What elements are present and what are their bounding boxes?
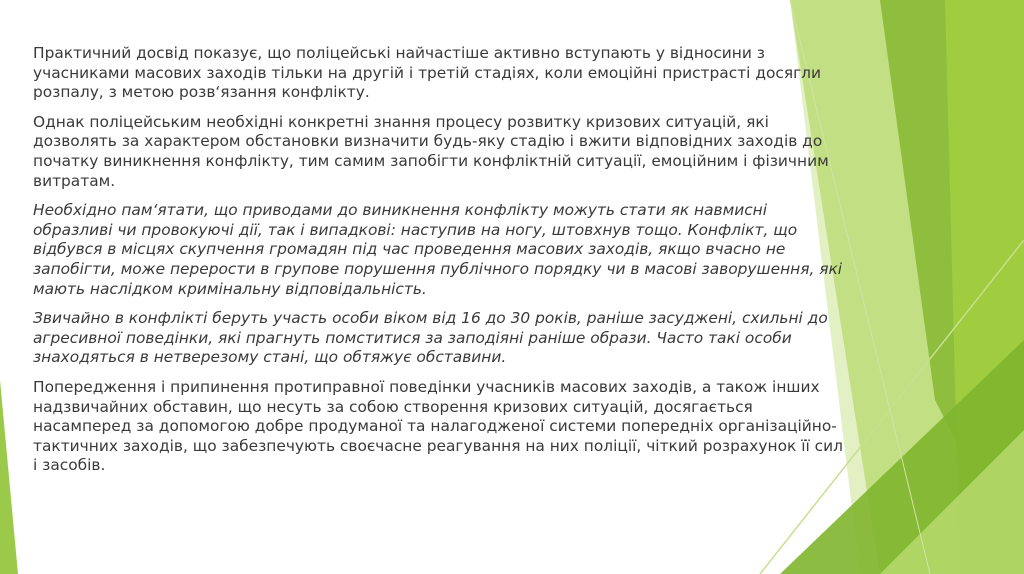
- paragraph-1: Практичний досвід показує, що поліцейські найчастіше активно вступають у відносини з учасниками масових заходів тільки на другій і третій стадіях, коли емоційні пристрасті досягли розпалу, з метою розв‘язання конфлікту.: [33, 44, 822, 102]
- paragraph-4: Звичайно в конфлікті беруть участь особи віком від 16 до 30 років, раніше засуджені, схильні до агресивної поведінки, які прагнуть помститися за заподіяні раніше образи. Часто такі особи знаходяться в нетверезому стані, що обтяжує обставини.: [33, 309, 828, 367]
- slide-body: [33, 44, 843, 486]
- left-edge-triangle: [0, 380, 18, 574]
- paragraph-5: Попередження і припинення протиправної поведінки учасників масових заходів, а також інших надзвичайних обставин, що несуть за собою створення кризових ситуацій, досягається насамперед за допомогою добре продуманої та налагодженої системи попередніх організаційно-тактичних заходів, що забезпечують своєчасне реагування на них поліції, чіткий розрахунок її сил і засобів.: [33, 377, 843, 475]
- paragraph-3: Необхідно пам‘ятати, що приводами до виникнення конфлікту можуть стати як навмисні образливі чи провокуючі дії, так і випадкові: наступив на ногу, штовхнув тощо. Конфлікт, що відбувся в місцях скупчення громадян під час проведення масових заходів, якщо вчасно не запобігти, може перерости в групове порушення публічного порядку чи в масові заворушення, які мають наслідком кримінальну відповідальність.: [33, 201, 843, 298]
- paragraph-2: Однак поліцейським необхідні конкретні знання процесу розвитку кризових ситуацій, які дозволять за характером обстановки визначити будь-яку стадію і вжити відповідних заходів до початку виникнення конфлікту, тим самим запобігти конфліктній ситуації, емоційним і фізичним витратам.: [33, 112, 829, 190]
